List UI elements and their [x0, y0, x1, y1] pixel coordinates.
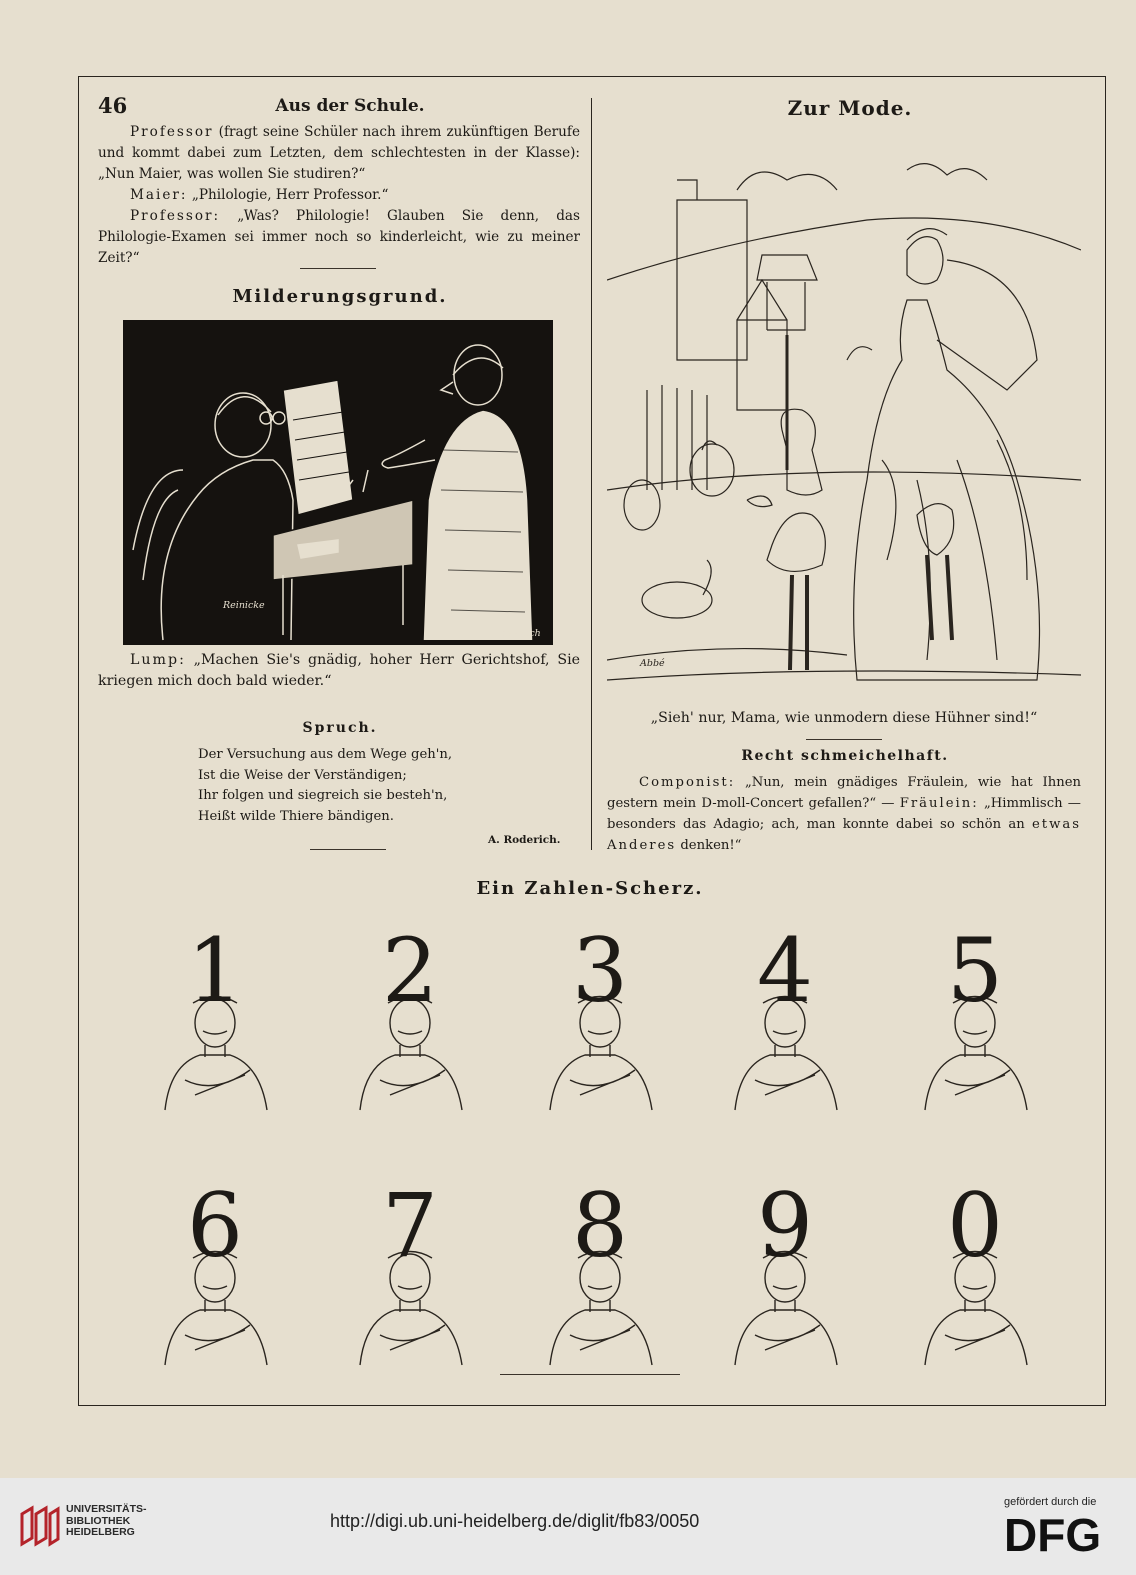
schule-speaker-3: Professor: [130, 208, 221, 224]
schule-text-1: (fragt seine Schüler nach ihrem zukünftigen Berufe und kommt dabei zum Letzten, dem schlechtesten in der Klasse): „Nun Maier, was wollen Sie studiren?“ [98, 124, 580, 182]
numeral-helmet: 1 [187, 919, 243, 1022]
numeral-soldier [350, 1160, 470, 1370]
verse-line: Der Versuchung aus dem Wege geh'n, [198, 747, 453, 762]
artist-left: Reinicke [223, 600, 265, 611]
library-name [66, 1504, 147, 1539]
library-name-line: UNIVERSITÄTS- [66, 1503, 147, 1515]
soldier-engraving [540, 1160, 660, 1370]
schule-speaker-1: Professor [130, 124, 214, 140]
soldier-engraving [350, 905, 470, 1115]
mode-illustration [607, 160, 1081, 700]
soldier-engraving [725, 905, 845, 1115]
numeral-helmet: 4 [757, 919, 813, 1022]
numeral-soldier [155, 1160, 275, 1370]
permalink[interactable]: http://digi.ub.uni-heidelberg.de/diglit/fb83/0050 [330, 1511, 700, 1531]
numeral-soldier [540, 905, 660, 1115]
numeral-helmet: 7 [382, 1174, 438, 1277]
numeral-soldier [915, 1160, 1035, 1370]
schule-text-3: „Was? Philologie! Glauben Sie denn, das Philologie-Examen sei immer noch so kinderleicht, wie zu meiner Zeit?“ [98, 208, 580, 266]
separator [300, 268, 376, 269]
separator [500, 1374, 680, 1375]
verse-line: Heißt wilde Thiere bändigen. [198, 808, 394, 824]
schmeichel-text-2: „Himmlisch — besonders das Adagio; ach, man konnte dabei so schön an [607, 796, 1081, 832]
numeral-helmet: 9 [757, 1174, 813, 1277]
numeral-soldier [725, 1160, 845, 1370]
mode-caption: „Sieh' nur, Mama, wie unmodern diese Hühner sind!“ [650, 710, 1038, 726]
separator [310, 849, 386, 850]
numeral-helmet: 0 [947, 1174, 1003, 1277]
schmeichel-title: Recht schmeichelhaft. [741, 748, 949, 764]
schule-text-2: „Philologie, Herr Professor.“ [191, 187, 389, 203]
schmeichel-text [607, 772, 1081, 856]
schule-text [98, 122, 580, 269]
milderung-speaker: Lump: [130, 652, 186, 668]
library-name-line: HEIDELBERG [66, 1526, 135, 1538]
soldier-engraving [725, 1160, 845, 1370]
verse-line: Ihr folgen und siegreich sie besteh'n, [198, 788, 448, 803]
milderung-caption-text: „Machen Sie's gnädig, hoher Herr Gerichtshof, Sie kriegen mich doch bald wieder.“ [98, 652, 580, 689]
page-number: 46 [98, 93, 128, 118]
numeral-helmet: 2 [382, 919, 438, 1022]
milderung-illustration [123, 320, 553, 645]
soldier-engraving [155, 1160, 275, 1370]
library-name-line: BIBLIOTHEK [66, 1514, 131, 1527]
spruch-author: A. Roderich. [488, 834, 561, 846]
spruch-title: Spruch. [302, 720, 378, 736]
verse-line: Ist die Weise der Verständigen; [198, 767, 407, 783]
soldier-engraving [155, 905, 275, 1115]
numeral-soldier [350, 905, 470, 1115]
library-logo-icon [14, 1500, 64, 1550]
soldier-engraving [350, 1160, 470, 1370]
numeral-helmet: 8 [572, 1174, 628, 1277]
funded-by-label: gefördert durch die [1004, 1496, 1097, 1508]
numeral-helmet: 3 [572, 919, 628, 1022]
numeral-soldier [725, 905, 845, 1115]
numeral-soldier [155, 905, 275, 1115]
library-footer [0, 1478, 1136, 1575]
numeral-helmet: 6 [187, 1174, 243, 1277]
soldier-engraving [915, 905, 1035, 1115]
schmeichel-speaker-2: Fräulein: [899, 796, 979, 811]
fashion-engraving [607, 160, 1081, 700]
dfg-logo [1004, 1511, 1114, 1555]
numeral-soldier [540, 1160, 660, 1370]
schule-speaker-2: Maier: [130, 187, 188, 203]
dfg-logo-text: DFG [1004, 1511, 1102, 1555]
schmeichel-speaker-3: etwas Anderes [607, 817, 1081, 853]
soldier-engraving [540, 905, 660, 1115]
spruch-verse [198, 745, 498, 827]
schule-title: Aus der Schule. [275, 96, 425, 116]
column-divider [591, 98, 592, 850]
milderung-caption [98, 650, 580, 692]
milderung-title: Milderungsgrund. [232, 286, 448, 307]
separator [806, 739, 882, 740]
numeral-helmet: 5 [947, 919, 1003, 1022]
mode-title: Zur Mode. [787, 96, 913, 120]
courtroom-engraving [123, 320, 553, 645]
schmeichel-text-3: denken!“ [680, 838, 742, 853]
schmeichel-speaker-1: Componist: [639, 775, 736, 790]
mode-artist: Abbé [640, 658, 665, 669]
soldier-engraving [915, 1160, 1035, 1370]
schmeichel-text-1: „Nun, mein gnädiges Fräulein, wie hat Ihnen gestern mein D-moll-Concert gefallen?“ — [607, 775, 1081, 811]
zahlen-title: Ein Zahlen-Scherz. [476, 878, 704, 899]
artist-right: Leisenbach [486, 628, 541, 639]
numeral-soldier [915, 905, 1035, 1115]
